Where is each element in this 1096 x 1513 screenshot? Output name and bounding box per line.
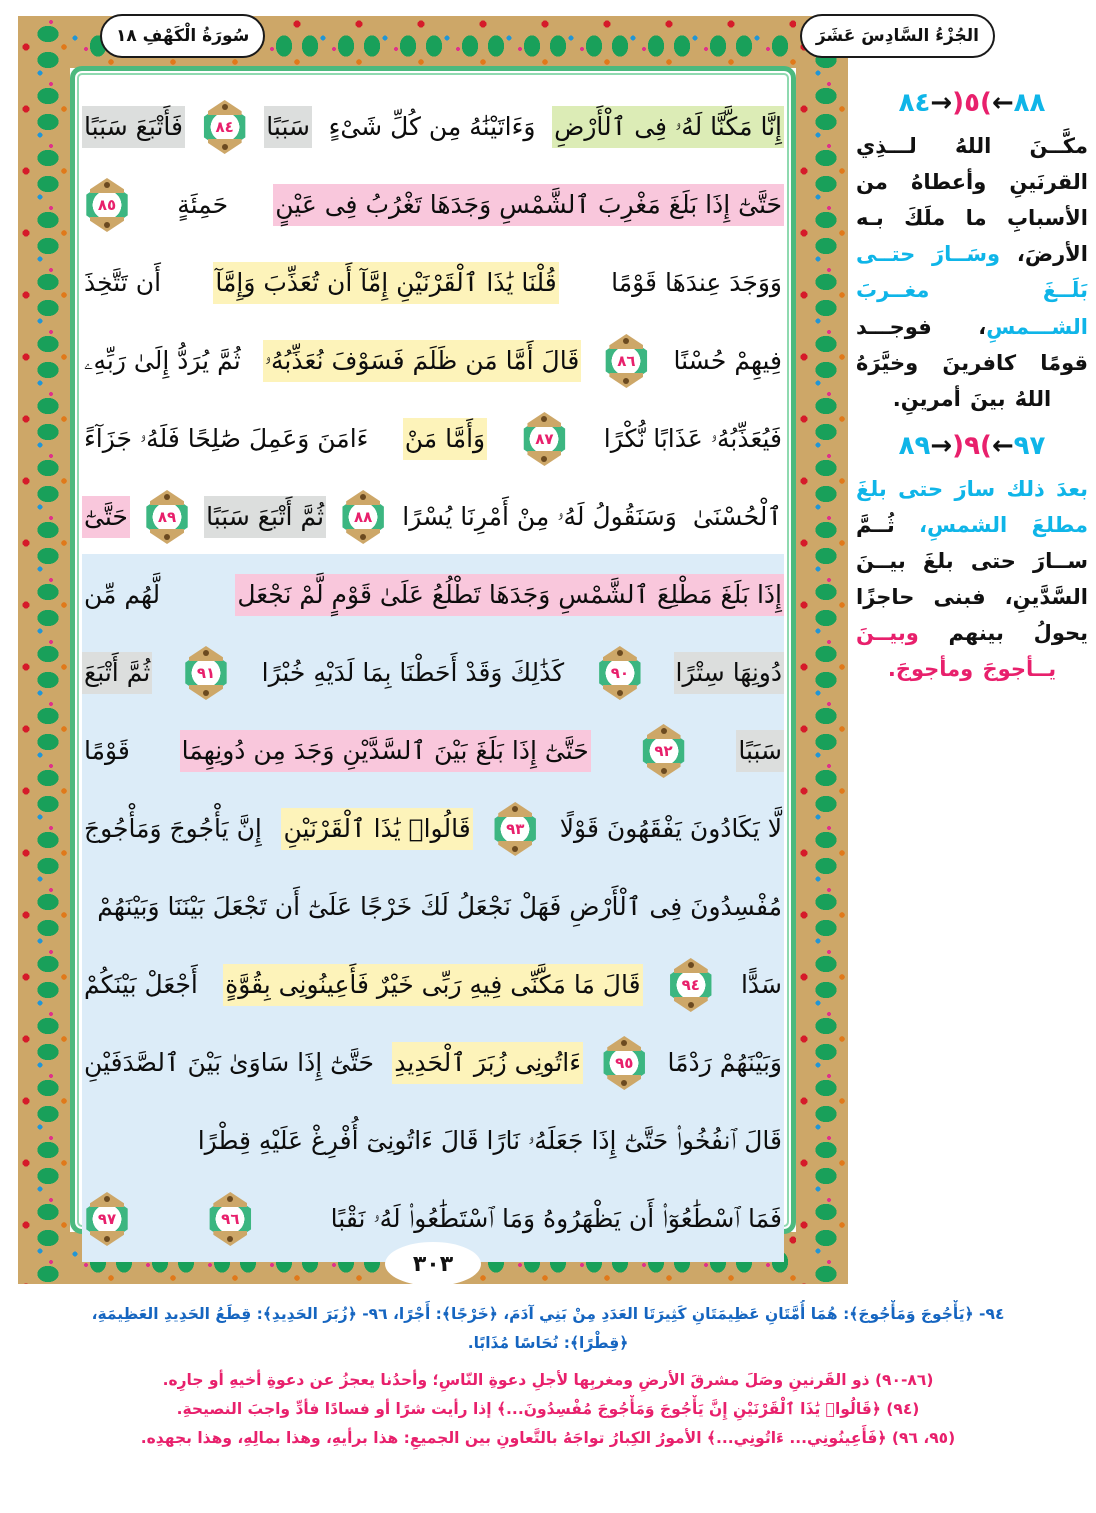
page-number: ٣٠٣ — [412, 1251, 454, 1277]
range-group-count: ٩ — [964, 430, 980, 461]
ayah-line — [82, 88, 784, 166]
summary-text-run: مكَّــنَ اللهُ لـــذِي القرنَينِ وأعطاهُ من الأسبابِ ما ملَكَ بـه الأرضَ، — [856, 134, 1088, 267]
range-from: ٨٤ — [898, 88, 931, 118]
ayah-number-marker[interactable] — [603, 335, 649, 387]
marker-dot-bottom — [621, 1080, 627, 1086]
paren-open: ) — [979, 88, 992, 118]
marker-dot-top — [104, 1196, 110, 1202]
arrow-right-icon: → — [930, 430, 953, 461]
marker-dot-top — [164, 494, 170, 500]
arrow-right-icon: → — [930, 88, 953, 118]
ayah-line — [82, 400, 784, 478]
ayah-number-marker[interactable] — [144, 491, 190, 543]
juz-title: الجُزْءُ السَّادِسَ عَشَرَ — [815, 26, 979, 46]
ayah-text-segment: أَجْعَلْ بَيْنَكُمْ — [84, 970, 198, 1000]
marker-dot-bottom — [623, 378, 629, 384]
marker-dot-top — [541, 416, 547, 422]
page-number-badge — [385, 1242, 481, 1286]
quran-text-body — [76, 80, 790, 1234]
frame-band-right — [796, 16, 848, 1284]
sidebar-range-header — [856, 88, 1088, 118]
marker-dot-top — [621, 1040, 627, 1046]
ayah-text-segment: فَمَا ٱسْطَٰعُوٓا۟ أَن يَظْهَرُوهُ وَمَا ٱسْتَطَٰعُوا۟ لَهُۥ نَقْبًا — [330, 1204, 782, 1234]
ayah-line — [82, 322, 784, 400]
ayah-number: ٩٧ — [97, 1210, 117, 1228]
ayah-line — [82, 946, 784, 1024]
ayah-text-segment: قَالَ ٱنفُخُوا۟ حَتَّىٰٓ إِذَا جَعَلَهُۥ نَارًا قَالَ ءَاتُونِىٓ أُفْرِغْ عَلَيْهِ قِطْرًا — [197, 1126, 782, 1156]
ayah-line — [82, 556, 784, 634]
paren-close: ( — [952, 88, 965, 118]
ayah-text-segment: مُفْسِدُونَ فِى ٱلْأَرْضِ فَهَلْ نَجْعَلُ لَكَ خَرْجًا عَلَىٰٓ أَن تَجْعَلَ بَيْنَنَا وَبَيْنَهُمْ — [97, 892, 782, 922]
ayah-text-segment: فَيُعَذِّبُهُۥ عَذَابًا نُّكْرًا — [603, 424, 782, 454]
surah-title: سُورَةُ الْكَهْفِ ١٨ — [116, 26, 250, 46]
ayah-number: ٨٨ — [354, 508, 373, 526]
ayah-line — [82, 790, 784, 868]
ayah-text-segment: حَتَّىٰٓ — [82, 496, 130, 538]
ayah-line — [82, 634, 784, 712]
marker-dot-bottom — [104, 1236, 110, 1242]
ayah-text-segment: وَسَنَقُولُ لَهُۥ مِنْ أَمْرِنَا يُسْرًا — [402, 502, 677, 532]
ayah-number: ٩٤ — [681, 976, 700, 994]
ayah-text-segment: وَءَاتَيْنَٰهُ مِن كُلِّ شَىْءٍ — [328, 112, 536, 142]
summary-text-run: بعدَ ذلك سارَ حتى بلغَ مطلعَ الشمسِ، — [856, 476, 1088, 537]
footnote-divider — [34, 1357, 1062, 1366]
summary-text-run: وسَــارَ حتــى بَلَــغَ مغــربَ الشـــمسِ — [856, 242, 1088, 339]
ayah-text-segment: فِيهِمْ حُسْنًا — [673, 346, 782, 376]
marker-dot-bottom — [512, 846, 518, 852]
ayah-text-segment: قَالَ مَا مَكَّنِّى فِيهِ رَبِّى خَيْرٌ فَأَعِينُونِى بِقُوَّةٍ — [223, 964, 642, 1006]
marker-dot-bottom — [203, 690, 209, 696]
marker-dot-top — [222, 104, 228, 110]
ayah-text-segment: ثُمَّ أَتْبَعَ — [82, 652, 152, 694]
ayah-text-segment: حَتَّىٰٓ إِذَا بَلَغَ بَيْنَ ٱلسَّدَّيْنِ وَجَدَ مِن دُونِهِمَا — [180, 730, 591, 772]
ayah-number: ٩٠ — [610, 664, 629, 682]
ayah-number: ٨٩ — [157, 508, 177, 526]
ayah-number-marker[interactable] — [340, 491, 386, 543]
ayah-number: ٩٣ — [506, 820, 525, 838]
ayah-number: ٨٧ — [535, 430, 554, 448]
ayah-number-marker[interactable] — [183, 647, 229, 699]
marker-dot-top — [104, 182, 110, 188]
ayah-text-segment: فَأَتْبَعَ سَبَبًا — [82, 106, 185, 148]
footnote-line: (٩٥، ٩٦) ﴿فَأَعِينُونِي... ءَاتُونِي...﴾ الأمورُ الكِبارُ تواجَهُ بالتَّعاونِ بين الجميعِ: هذا برأيهِ، وهذا بمالِهِ، وهذا بجهدِه. — [140, 1428, 956, 1447]
marker-dot-bottom — [360, 534, 366, 540]
juz-title-cartouche — [800, 14, 995, 58]
ayah-number-marker[interactable] — [84, 179, 130, 231]
ayah-number-marker[interactable] — [641, 725, 687, 777]
sidebar-summary-text — [856, 128, 1088, 417]
marker-dot-bottom — [164, 534, 170, 540]
range-from: ٨٩ — [898, 430, 931, 461]
marker-dot-top — [512, 806, 518, 812]
marker-dot-top — [227, 1196, 233, 1202]
marker-dot-bottom — [227, 1236, 233, 1242]
summary-text-run: ثُــمَّ ســارَ حتى بلغَ بيــنَ السَّدَّينِ، فبنى حاجزًا يحولُ بينهم — [856, 512, 1088, 646]
ayah-text-segment: وَبَيْنَهُمْ رَدْمًا — [667, 1048, 782, 1078]
ayah-text-segment: ءَاتُونِى زُبَرَ ٱلْحَدِيدِ — [392, 1042, 583, 1084]
marker-dot-bottom — [541, 456, 547, 462]
summary-text-run: وبيــنَ يــأجوجَ ومأجوجَ. — [856, 621, 1057, 682]
summary-text-run: ، فوجـــد قومًا كافرينَ وخيَّرَهُ اللهُ بينَ أمرينِ. — [856, 314, 1088, 411]
ayah-text-segment: إِنَّ يَأْجُوجَ وَمَأْجُوجَ — [84, 814, 262, 844]
ayah-number-marker[interactable] — [84, 1193, 130, 1245]
ayah-line — [82, 478, 784, 556]
ayah-number: ٨٤ — [215, 118, 234, 136]
marker-dot-top — [688, 962, 694, 968]
ayah-line — [82, 868, 784, 946]
ayah-text-segment: حَمِئَةٍ — [177, 190, 229, 220]
ayah-text-segment: أَن تَتَّخِذَ — [84, 268, 162, 298]
ayah-number-marker[interactable] — [521, 413, 567, 465]
ayah-text-segment: ءَامَنَ وَعَمِلَ صَٰلِحًا فَلَهُۥ جَزَآءً — [84, 424, 369, 454]
marker-dot-top — [360, 494, 366, 500]
marker-dot-top — [623, 338, 629, 344]
footnote-line: (٨٦-٩٠) ذو القَرنينِ وصَلَ مشرقَ الأرضِ ومغربِها لأجلِ دعوةِ النّاسِ؛ وأحدُنا يعجزُ عن دعوةِ أخيهِ أو جارِه. — [162, 1371, 934, 1390]
ayah-number: ٨٦ — [617, 352, 636, 370]
sidebar-range-header — [856, 431, 1088, 461]
footnote-line: ﴿قِطْرًا﴾: نُحَاسًا مُذَابًا. — [467, 1333, 629, 1352]
ayah-number-marker[interactable] — [202, 101, 248, 153]
ayah-number: ٩١ — [196, 664, 216, 682]
tafsir-sidebar — [856, 86, 1088, 702]
ayah-text-segment: حَتَّىٰٓ إِذَا بَلَغَ مَغْرِبَ ٱلشَّمْسِ وَجَدَهَا تَغْرُبُ فِى عَيْنٍ — [273, 184, 784, 226]
surah-title-cartouche — [100, 14, 265, 58]
ayah-text-segment: لَّهُم مِّن — [84, 580, 161, 610]
ayah-number: ٩٥ — [615, 1054, 634, 1072]
ayah-text-segment: وَأَمَّا مَنْ — [403, 418, 487, 460]
ayah-line — [82, 712, 784, 790]
range-to: ٩٧ — [1013, 430, 1046, 461]
ayah-text-segment: ثُمَّ يُرَدُّ إِلَىٰ رَبِّهِۦ — [84, 346, 241, 376]
ayah-number-marker[interactable] — [601, 1037, 647, 1089]
ayah-line — [82, 244, 784, 322]
ayah-text-segment: حَتَّىٰٓ إِذَا سَاوَىٰ بَيْنَ ٱلصَّدَفَيْنِ — [84, 1048, 374, 1078]
ayah-text-segment: إِنَّا مَكَّنَّا لَهُۥ فِى ٱلْأَرْضِ — [552, 106, 784, 148]
marker-dot-bottom — [104, 222, 110, 228]
ayah-text-segment: ٱلْحُسْنَىٰ — [692, 502, 782, 532]
ayah-text-segment: دُونِهَا سِتْرًا — [674, 652, 784, 694]
range-group-count: ٥ — [964, 88, 980, 118]
marker-dot-top — [203, 650, 209, 656]
ayah-line — [82, 1102, 784, 1180]
paren-open: ) — [979, 430, 992, 461]
ayah-text-segment: سَبَبًا — [264, 106, 312, 148]
ayah-text-segment: قَالَ أَمَّا مَن ظَلَمَ فَسَوْفَ نُعَذِّبُهُۥ — [263, 340, 582, 382]
ayah-number: ٨٥ — [97, 196, 117, 214]
ayah-number: ٩٢ — [654, 742, 673, 760]
arrow-left-icon: ← — [991, 88, 1014, 118]
ayah-text-segment: إِذَا بَلَغَ مَطْلِعَ ٱلشَّمْسِ وَجَدَهَا تَطْلُعُ عَلَىٰ قَوْمٍ لَّمْ نَجْعَل — [235, 574, 784, 616]
sidebar-summary-text — [856, 471, 1088, 688]
ayah-text-segment: قَالُوا۟ يَٰذَا ٱلْقَرْنَيْنِ — [281, 808, 472, 850]
ayah-number-marker[interactable] — [597, 647, 643, 699]
ayah-text-segment: قُلْنَا يَٰذَا ٱلْقَرْنَيْنِ إِمَّآ أَن تُعَذِّبَ وَإِمَّآ — [213, 262, 558, 304]
ayah-text-segment: كَذَٰلِكَ وَقَدْ أَحَطْنَا بِمَا لَدَيْهِ خُبْرًا — [261, 658, 565, 688]
frame-band-left — [18, 16, 70, 1284]
ayah-text-segment: ثُمَّ أَتْبَعَ سَبَبًا — [204, 496, 326, 538]
ayah-line — [82, 166, 784, 244]
ayah-text-segment: قَوْمًا — [84, 736, 130, 766]
range-to: ٨٨ — [1013, 88, 1046, 118]
paren-close: ( — [952, 430, 965, 461]
marker-dot-bottom — [222, 144, 228, 150]
ayah-number-marker[interactable] — [492, 803, 538, 855]
footnote-line: ٩٤- ﴿يَأْجُوجَ وَمَأْجُوجَ﴾: هُمَا أُمَّتَانِ عَظِيمَتَانِ كَثِيرَتَا العَدَدِ مِنْ بَنِي آدَمَ، ﴿خَرْجًا﴾: أَجْرًا، ٩٦- ﴿زُبَرَ الحَدِيدِ﴾: قِطَعُ الحَدِيدِ العَظِيمَةِ، — [91, 1305, 1005, 1323]
ayah-text-segment: سَبَبًا — [736, 730, 784, 772]
marker-dot-bottom — [688, 1002, 694, 1008]
ayah-text-segment: وَوَجَدَ عِندَهَا قَوْمًا — [611, 268, 782, 298]
marker-dot-top — [661, 728, 667, 734]
ayah-number-marker[interactable] — [207, 1193, 253, 1245]
ayah-number-marker[interactable] — [668, 959, 714, 1011]
ayah-text-segment: لَّا يَكَادُونَ يَفْقَهُونَ قَوْلًا — [559, 814, 782, 844]
ayah-number: ٩٦ — [221, 1210, 240, 1228]
footnotes-area — [0, 1300, 1096, 1452]
ayah-text-segment: سَدًّا — [740, 970, 782, 1000]
marker-dot-bottom — [617, 690, 623, 696]
ayah-line — [82, 1024, 784, 1102]
marker-dot-top — [617, 650, 623, 656]
marker-dot-bottom — [661, 768, 667, 774]
footnote-line: (٩٤) ﴿قَالُوا۟ يَٰذَا ٱلْقَرْنَيْنِ إِنَّ يَأْجُوجَ وَمَأْجُوجَ مُفْسِدُونَ...﴾ إذا رأيت شرًا أو فسادًا فأدِّ واجبَ النصيحةِ. — [176, 1400, 920, 1419]
arrow-left-icon: ← — [991, 430, 1014, 461]
